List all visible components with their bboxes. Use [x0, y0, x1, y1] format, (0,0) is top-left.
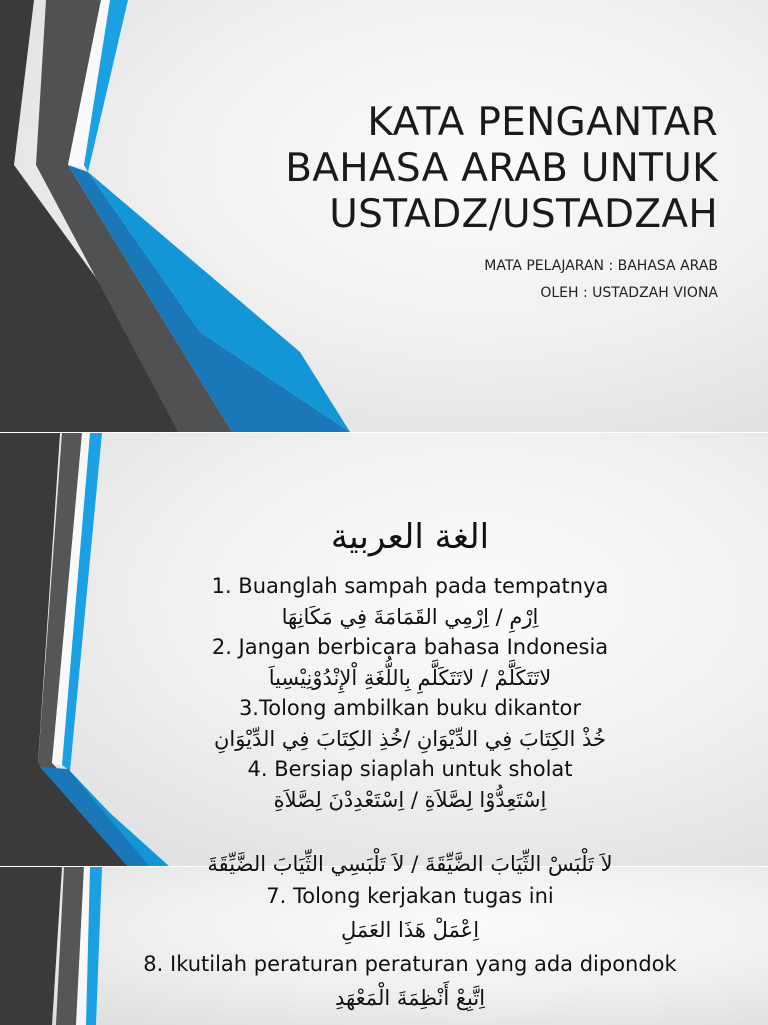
phrase-arabic: لاتَتَكَلَّمْ / لاتَتَكَلَّمِ بِاللُّغَةِ اْلإِنْدُوْنِيْسِياَ: [268, 666, 552, 690]
phrase-arabic-cutoff: لاَ تَلْبَسْ الثِّيَابَ الضَّيِّقَةَ / لاَ تَلْبَسِي الثِّيَابَ الضَّيِّقَةَ: [207, 852, 613, 876]
phrase-latin: 1. Buanglah sampah pada tempatnya: [211, 574, 609, 598]
slide-title: [0, 0, 768, 432]
title-line: KATA PENGANTAR: [367, 100, 718, 145]
subject-subtitle: MATA PELAJARAN : BAHASA ARAB: [484, 258, 718, 274]
phrase-arabic: خُذْ الكِتَابَ فِي الدِّيْوَانِ /خُذِ الكِتَابَ فِي الدِّيْوَانِ: [214, 727, 606, 751]
phrase-latin: 8. Ikutilah peraturan peraturan yang ada dipondok: [143, 952, 677, 976]
phrase-latin: 7. Tolong kerjakan tugas ini: [266, 884, 554, 908]
phrase-arabic: اِعْمَلْ هَذَا العَمَلِ: [340, 918, 480, 942]
phrase-list: [160, 573, 660, 817]
title-line: BAHASA ARAB UNTUK: [285, 146, 718, 191]
phrase-arabic: اِتَّبِعْ أَنْظِمَةَ الْمَعْهَدِ: [334, 986, 486, 1010]
phrase-arabic: اِسْتَعِدُّوْا لِصَّلاَةِ / اِسْتَعْدِدْنَ لِصَّلاَةِ: [273, 788, 547, 812]
author-subtitle: OLEH : USTADZAH VIONA: [540, 285, 718, 301]
slide-title-text: [238, 100, 718, 238]
phrase-latin: 2. Jangan berbicara bahasa Indonesia: [211, 635, 609, 659]
phrase-arabic: اِرْمِ / اِرْمِي القَمَامَةَ فِي مَكَانِهَا: [281, 605, 539, 629]
slide-arabic-phrases-continued: [0, 852, 768, 1025]
title-line: USTADZ/USTADZAH: [329, 192, 718, 237]
slide-heading-arabic: الغة العربية: [330, 517, 490, 557]
phrase-latin: 3.Tolong ambilkan buku dikantor: [238, 696, 582, 720]
phrase-latin: 4. Bersiap siaplah untuk sholat: [247, 757, 573, 781]
phrase-list: [140, 881, 680, 1017]
slide-arabic-phrases: [0, 432, 768, 867]
